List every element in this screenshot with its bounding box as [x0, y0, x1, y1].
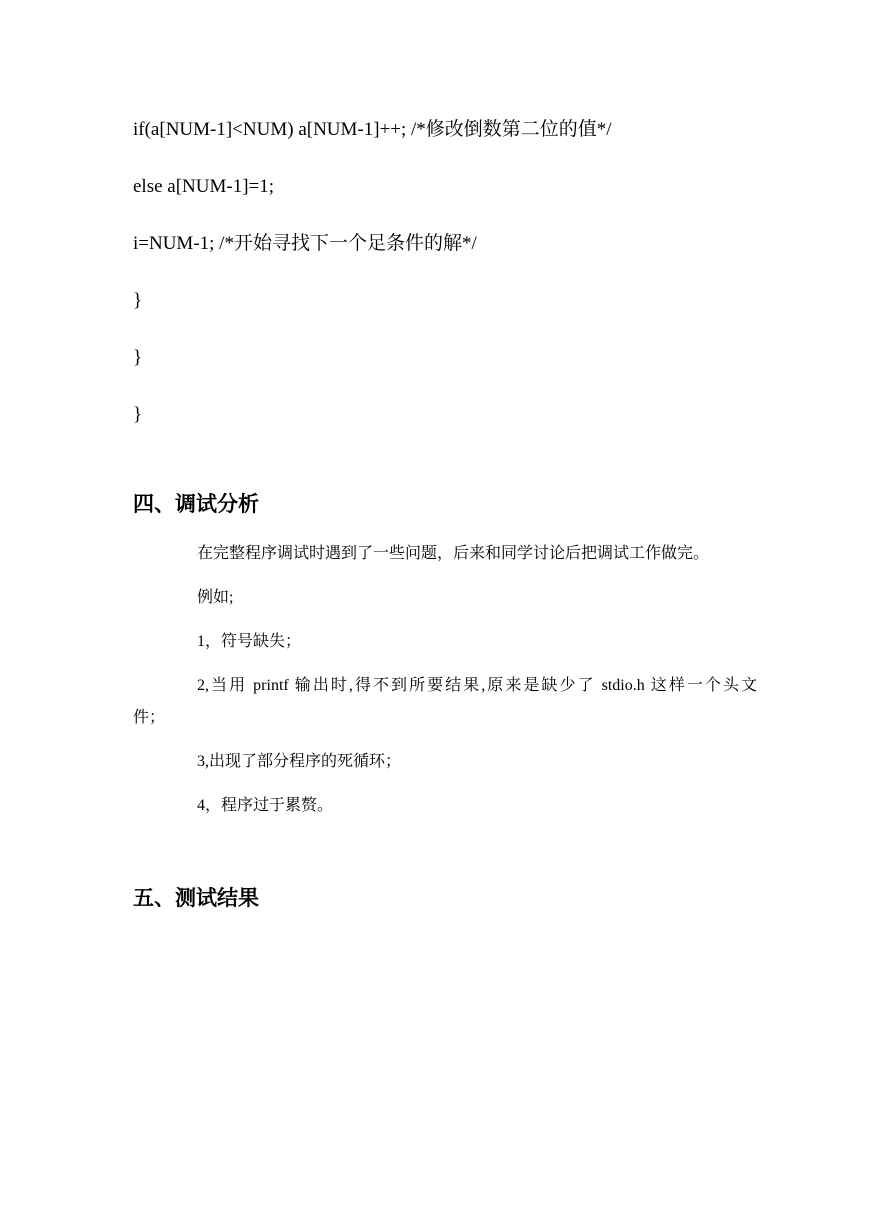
code-line-3: i=NUM-1; /*开始寻找下一个足条件的解*/: [133, 233, 477, 254]
list-item-3: 3,出现了部分程序的死循环；: [197, 753, 402, 770]
code-closing-brace-3: }: [133, 404, 143, 425]
list-item-4: 4，程序过于累赘。: [197, 797, 334, 814]
code-line-1: if(a[NUM-1]<NUM) a[NUM-1]++; /*修改倒数第二位的值*/: [133, 119, 612, 140]
list-item-2-line-1: 2,当用 printf 输出时,得不到所要结果,原来是缺少了 stdio.h 这样一个头文: [197, 677, 757, 694]
list-item-2-line-2: 件；: [133, 709, 166, 726]
code-closing-brace-1: }: [133, 290, 143, 311]
list-item-1: 1，符号缺失；: [197, 633, 302, 650]
code-closing-brace-2: }: [133, 347, 143, 368]
section-5-heading: 五、测试结果: [133, 886, 259, 910]
section-4-example: 例如;: [197, 589, 234, 606]
section-4-intro: 在完整程序调试时遇到了一些问题，后来和同学讨论后把调试工作做完。: [197, 545, 710, 562]
code-line-2: else a[NUM-1]=1;: [133, 176, 275, 197]
section-4-heading: 四、调试分析: [133, 492, 259, 516]
